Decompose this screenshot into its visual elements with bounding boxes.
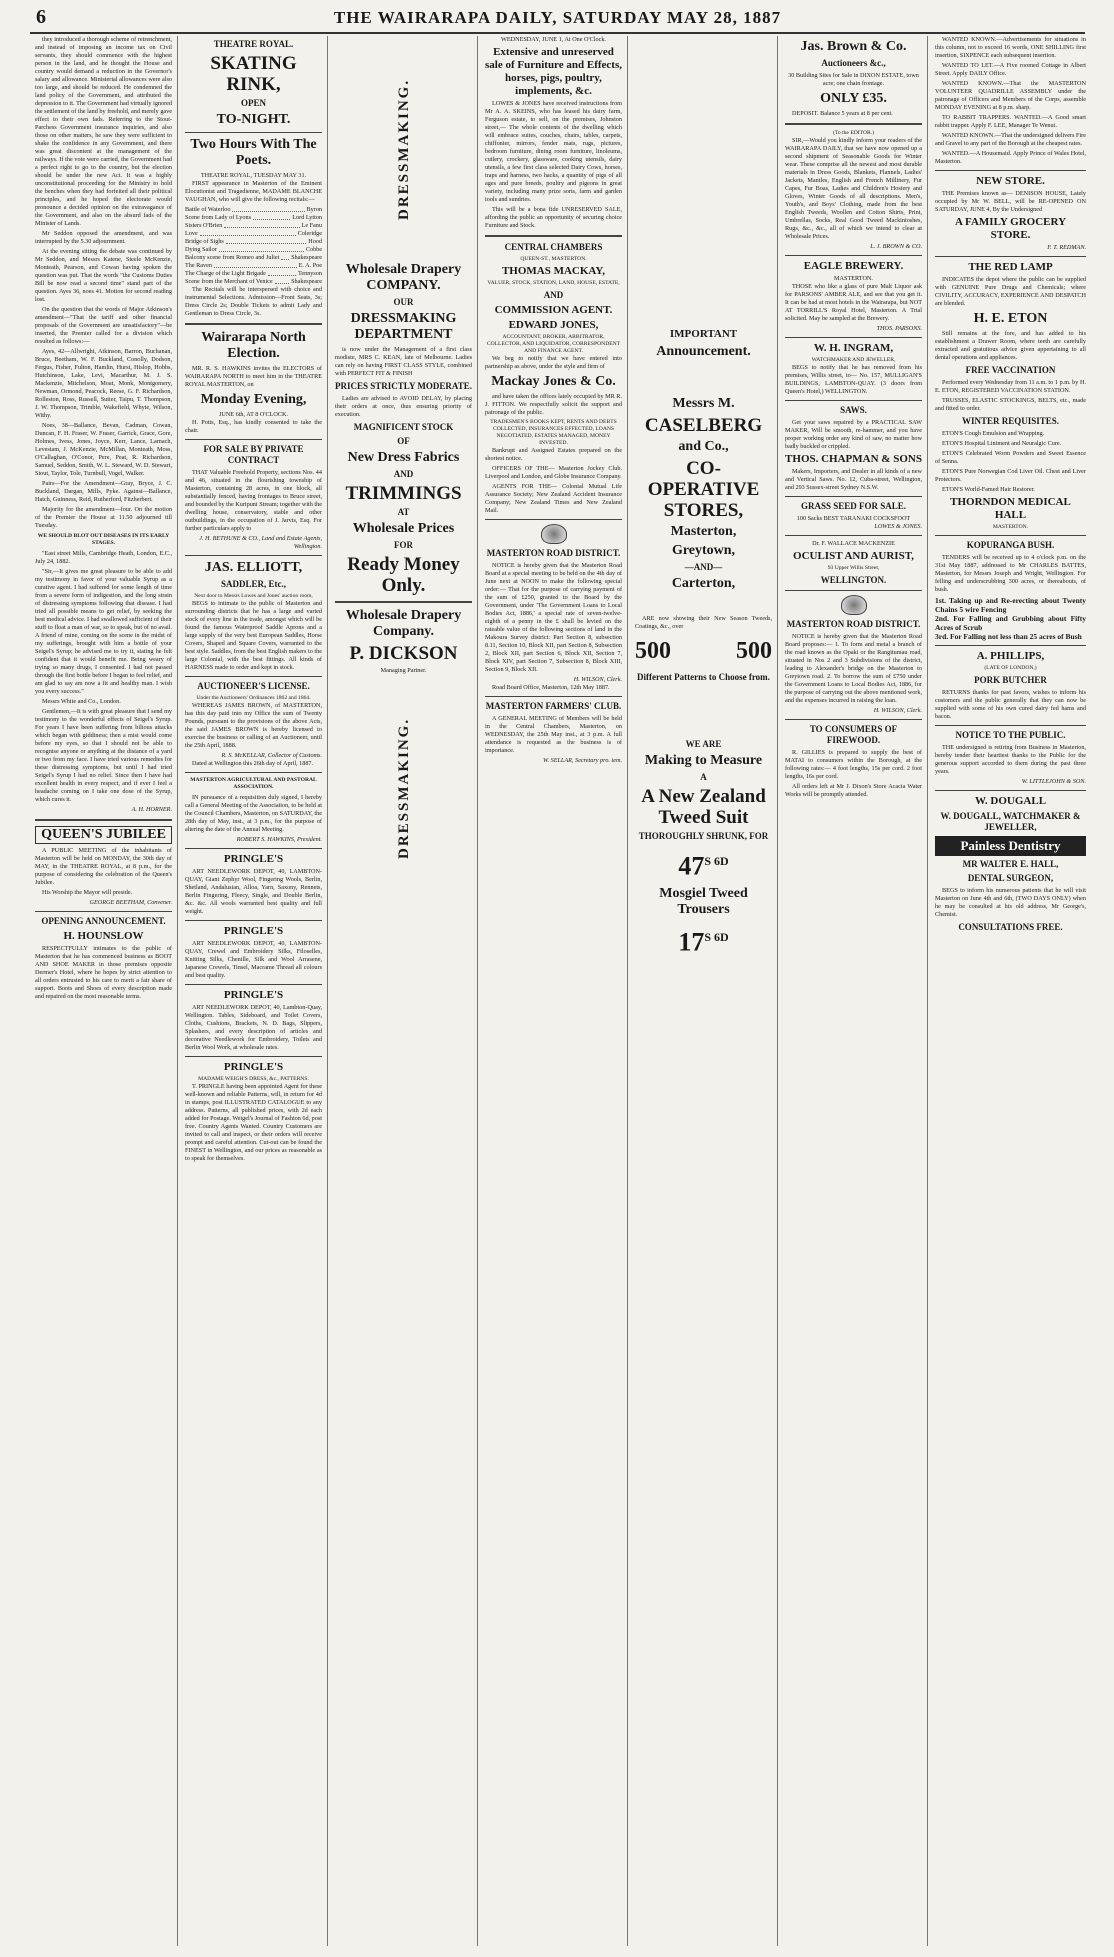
pattern-count: 500 500: [635, 638, 772, 664]
address: 93 Upper Willis Street,: [827, 565, 880, 571]
advertiser-trade: WATCHMAKER AND JEWELLER,: [811, 357, 896, 363]
headline: Extensive and unreserved sale of Furniture and Effects, horses, pigs, poultry, implements, &c.: [485, 46, 622, 97]
label: FOR: [394, 540, 413, 550]
paragraph: OFFICERS OF THE— Masterton Jockey Club. Liverpool and London, and Globe Insurance Company.: [485, 465, 622, 480]
paragraph: TRUSSES, ELASTIC STOCKINGS, BELTS, etc., made and fitted to order.: [935, 397, 1086, 412]
section-heading: MASTERTON AGRICULTURAL AND PASTORAL ASSOCIATION.: [190, 777, 317, 790]
label: OUR: [393, 297, 414, 307]
signature: A. H. HORNER.: [131, 806, 172, 813]
paragraph: R. GILLIES is prepared to supply the best of MATAI to consumers within the Borough, at the following rates:— 4 foot lengths, 15s per cord. 2 foot lengths, 16s per cord.: [785, 749, 922, 780]
list-item: Bridge of Sighs Hood: [185, 238, 322, 245]
divider: [335, 601, 472, 603]
paragraph: LOWES & JONES have received instructions from Mr A. A. SKEINS, who has leased his dairy farm, Ferguson estate, to sell, on the premises, Johnston street,— The whole contents of the dwelling which will embrace suites, couches, chairs, tables, carpets, chiffonier, mirrors, fender mats, rugs, pictures, bedroom furniture, dining room furniture, linoleums, cutlery, crockery, glassware, cooking utensils, dairy utensils, a few first class selected Dairy Cows, horses, traps and harness, two hacks, a quantity of pigs of all ages and pure breeds, poultry and pigeons in great variety, including many prize sorts, farm and garden tools and sundries.: [485, 100, 622, 203]
advertiser-name: PRINGLE'S: [223, 1061, 284, 1073]
advertiser-name: Wholesale Drapery Company.: [345, 608, 462, 639]
divider: [185, 848, 322, 849]
paragraph: is now under the Management of a first class modiste, MRS C. KEAN, late of Melbourne. Ladies can rely on having FIRST CLASS STYLE, combined with PERFECT FIT & FINISH: [335, 346, 472, 377]
advertiser-name: PRINGLE'S: [223, 853, 284, 865]
headline: Ready Money Only.: [347, 554, 460, 596]
list-item: Sisters O'Brien Le Fanu: [185, 222, 322, 229]
subheading: 100 Sacks BEST TARANAKI COCKSFOOT: [796, 515, 911, 522]
subheading: Under the Auctioneers' Ordinances 1862 and 1864.: [196, 695, 311, 701]
divider: [935, 256, 1086, 257]
divider: [35, 911, 172, 912]
headline: OCULIST AND AURIST,: [793, 550, 914, 562]
signature: R. S. McKELLAR, Collector of Customs.: [221, 752, 322, 759]
advertiser-name: and Co.,: [678, 439, 729, 454]
doctor-name: Dr. F. WALLACE MACKENZIE: [812, 540, 895, 547]
paragraph: MR. R. S. HAWKINS invites the ELECTORS of WAIRARAPA NORTH to meet him in the THEATRE ROYAL MASTERTON, on: [185, 365, 322, 388]
paragraph: Pairs—For the Amendment—Gray, Bryce, J. C. Buckland, Dargan, Mills, Pyke. Against—Ballance, Hatch, Guinness, Reid, Rutherford, Fitzherbert.: [35, 480, 172, 503]
section-heading: MASTERTON FARMERS' CLUB.: [485, 701, 622, 711]
headline: A FAMILY GROCERY STORE.: [954, 216, 1067, 241]
paragraph: His Worship the Mayor will preside.: [42, 889, 133, 896]
divider: [785, 255, 922, 256]
subheading: MADAME WEIGH'S DRESS, &c., PATTERNS.: [198, 1076, 309, 1082]
divider: [935, 535, 1086, 536]
paragraph: TENDERS will be received up to 4 o'clock p.m. on the 31st May 1887, addressed to Mr CHARLES BATTES, Masterton, for Messrs Joseph and Wright, Wellington. For felling and underscrubbing 300 acres, or thereabouts, of bush.: [935, 554, 1086, 593]
paragraph: THOSE who like a glass of pure Malt Liquor ask for PARSONS' AMBER ALE, and see that you get it. It can be had at most hotels in the Wairarapa, but NOT AT TORRILL'S Royal Hotel, Masterton. A Trial solicited. May be sampled at the Brewery.: [785, 283, 922, 322]
paragraph: Mr Seddon opposed the amendment, and was interrupted by the 5.30 adjournment.: [35, 230, 172, 245]
department-heading: DRESSMAKING DEPARTMENT: [350, 311, 457, 342]
subheading: WINTER REQUISITES.: [961, 416, 1060, 426]
classified-item: WANTED KNOWN.—Advertisements for situations in this column, not to exceed 16 words, ONE SHILLING first insertion, SIXPENCE each subsequent insertion.: [935, 36, 1086, 59]
divider: [185, 984, 322, 985]
list-item: ETON'S World-Famed Hair Restorer.: [942, 486, 1035, 493]
paragraph: BEGS to intimate to the public of Masterton and surrounding districts that he has a large and varied stock of every line in the trade, amongst which will be found the famous Waterproof Saddle Aprons and a large supply of the very best European Saddles, Horse Covers, Shaped and Square Covers, warranted to the best style. Saddles, from the best English makers to the large Colonial, with the best fittings. All kinds of HARNESS made to order and kept in stock.: [185, 600, 322, 671]
parliament-report: [35, 36, 172, 530]
advertiser-name: EDWARD JONES,: [508, 319, 599, 331]
divider: [485, 696, 622, 697]
advertiser-name: W. H. INGRAM,: [813, 342, 894, 354]
headline: Mosgiel Tweed Trousers: [659, 885, 748, 917]
advertiser-name: THOS. CHAPMAN & SONS: [785, 453, 922, 465]
price: ONLY £35.: [820, 91, 887, 106]
paragraph: NOTICE is hereby given that the Masterton Road Board at a special meeting to be held on the 4th day of June next at NOON to make the following special order:— That for the purpose of carrying payment of the sum of £250, granted to the Board by the Government, under 'The Government Loans to Local Bodies Act, 1886,' a special rate of seven-twelve-eighth of a penny in the £ shall be levied on the rateable value of the following sections of land in the Makoura Survey district: Part Section 8, subsection 8.11, Section 10, Block XII, part Section 8, Subsection 2, Block XII, part Section 6, Block XII, Section 7, Block XIV, part Section 7, Subsection 8, Block XIII, Section 9, Block XII.: [485, 562, 622, 673]
divider: [185, 920, 322, 921]
paragraph: Still remains at the fore, and has added to his establishment a Drawer Room, where teeth are carefully extracted and gratuitous advice given appertaining to all dental operations and appliances.: [935, 330, 1086, 361]
divider: [935, 790, 1086, 791]
advertiser-trade: SADDLER, Etc.,: [220, 579, 286, 589]
advertiser-name: THOMAS MACKAY,: [501, 265, 606, 277]
signature: F. T. REDMAN.: [1047, 244, 1086, 251]
tender-list: [935, 596, 1086, 641]
advertiser-name: W. DOUGALL, WATCHMAKER & JEWELLER,: [940, 811, 1081, 832]
advertiser-trade: ACCOUNTANT, BROKER, ARBITRATOR, COLLECTOR, AND LIQUIDATOR, CORRESPONDENT AND FINANCE AGENT.: [486, 334, 621, 354]
advertiser-name: A. PHILLIPS,: [976, 650, 1045, 662]
divider: [35, 819, 172, 821]
wanted-column: [935, 36, 1086, 166]
paragraph: Messrs White and Co., London.: [42, 698, 121, 705]
subheading: 30 Building Sites for Sale in DIXON ESTATE, town acre; one chain frontage.: [788, 72, 919, 87]
classified-item: WANTED TO LET.—A Five roomed Cottage in Albert Street. Apply DAILY Office.: [935, 62, 1086, 77]
paragraph: IN pursuance of a requisition duly signed, I hereby call a General Meeting of the Association, to be held at the Council Chambers, Masterton, on SATURDAY, the 28th day of May, inst., at 3 p.m., for the purpose of altering the date of the Annual Meeting.: [185, 794, 322, 833]
paragraph: ART NEEDLEWORK DEPOT, 40, LAMBTON-QUAY, Crewel and Embroidery Silks, Filoselles, Knitting Silks, Chenille, Silk and Wool Arrasene, Japanese Crewels, Tinsel, Macrame Thread all colours and best quality.: [185, 940, 322, 979]
advertiser-trade: Auctioneers &c.,: [821, 58, 886, 68]
paragraph: SIR,—Would you kindly inform your readers of the WAIRARAPA DAILY, that we have now opened up a second shipment of Seasonable Goods for Winter wear. These comprise all the newest and most durable materials in Dress Goods, Blankets, Flannels, Ladies' Jackets, Mantles, English and French Millinery, Fur Capes, Fur Boas, Ladies and Children's Hosiery and Gloves, Winter Goods of all descriptions. Men's, Youth's, and Boys' Clothing, made from the best English Tweeds, Woollen and Cotton Shirts, Print, Umbrellas, Socks, Real Good Tweed Mackintoshes, Rugs, &c., &c., all of which we intend to clear at Wholesale Prices.: [785, 137, 922, 240]
poets-heading: Two Hours With The Poets.: [190, 137, 317, 168]
crest-icon: [841, 595, 867, 615]
advertiser-name: Jas. Brown & Co.: [800, 39, 907, 54]
label: WE ARE: [685, 739, 722, 749]
article-heading: WE SHOULD BLOT OUT DISEASES IN ITS EARLY STAGES.: [37, 533, 170, 546]
signature: LOWES & JONES.: [874, 523, 922, 530]
advertiser-name: Wholesale Drapery COMPANY.: [345, 262, 462, 293]
subheading: CONSULTATIONS FREE.: [958, 922, 1063, 932]
town-name: Carterton,: [671, 576, 736, 591]
theatre-date: THEATRE ROYAL, TUESDAY MAY 31.: [200, 172, 307, 179]
section-heading: MASTERTON ROAD DISTRICT.: [786, 619, 921, 629]
signature: H. WILSON, Clerk.: [873, 707, 922, 714]
subheading: PRICES STRICTLY MODERATE.: [335, 381, 472, 391]
advertiser-name: JAS. ELLIOTT,: [204, 560, 303, 575]
advertiser-name: THORNDON MEDICAL HALL: [950, 496, 1071, 521]
paragraph: NOTICE is hereby given that the Masterton Road Board proposes:— 1. To form and metal a branch of the road known as the Opaki or the Rangitumau road, situated in Nos 2 and 3 Subdivisions of the district, leading to Alexander's bridge on the Masterton to Greytown road. 2. To borrow the sum of £750 under the Government Loans to Local Bodies Act, 1886, for the purpose of carrying out the above mentioned work, and the expenses incurred in raising the loan.: [785, 633, 922, 704]
paragraph: they introduced a thorough scheme of retrenchment, and instead of imposing an income tax on Civil servants, they should commence with the highest person in the land, and he thought the House and country would demand a reduction in the Governor's salary and allowance. Ministerial allowances were also too large, and should be reduced. He condemned the land policy of the Government, and attributed the depression to it. The Government had virtually ignored the settlement of the land by freehold, and merely gave effect to their own fads. Referring to the Stout-Parchess Government insurance inquiries, and also those on other matters, he saw they were sufficient to shake the confidence in any Government, and there was great discontent at the management of the railways. If the vote were carried, the Government had a perfect right to go to the country, but the election should be under the new Act. It was a highly unconstitutional proceeding for the Ministry to hold the benches when they had forfeited all their political principles, and he hoped the electorate would pronounce a decided opinion on the extravagance of the Government, and also on the absurd fads of the Minister of Lands.: [35, 36, 172, 227]
list-item: The Raven E. A. Poe: [185, 262, 322, 269]
section-heading: GRASS SEED FOR SALE.: [800, 501, 907, 511]
paragraph: THE undersigned is retiring from Business in Masterton, hereby tender their heartiest thanks to the Public for the generous support accorded to them during the past three years.: [935, 744, 1086, 775]
paragraph: WHEREAS JAMES BROWN, of MASTERTON, has this day paid into my Office the sum of Twenty Pounds, pursuant to the provisions of the above Acts, the said JAMES BROWN is hereby licensed to exercise the business or calling of an Auctioneer, until the 25th April, 1888.: [185, 702, 322, 749]
headline: Wholesale Prices: [352, 521, 455, 536]
headline: Announcement.: [656, 344, 751, 359]
column-2: [180, 36, 328, 1946]
classified-item: WANTED KNOWN.—That the undersigned delivers Fire and Gravel to any part of the Borough at the cheapest rates.: [935, 132, 1086, 147]
paragraph: RESPECTFULLY intimates to the public of Masterton that he has commenced business as BOOT AND SHOE MAKER in those premises opposite Dermer's Hotel, where he hopes by strict attention to all orders entrusted to his care to merit a fair share of support. Boots and Shoes of every description made and repaired on the most reasonable terms.: [35, 945, 172, 1000]
paragraph: Dated at Wellington this 26th day of April, 1887.: [192, 760, 314, 767]
crest-icon: [541, 524, 567, 544]
price: $17^{S 6D}$: [678, 927, 729, 957]
paragraph: Majority for the amendment—four. On the motion of the Premier the House at 11.50 adjourned till Tuesday.: [35, 506, 172, 529]
section-heading: NEW STORE.: [976, 175, 1045, 187]
town-name: Masterton,: [670, 524, 737, 539]
list-item: Scene from the Merchant of Venice Shakespeare: [185, 278, 322, 285]
list-item: The Charge of the Light Brigade Tennyson: [185, 270, 322, 277]
advertiser-name: Messrs M.: [672, 396, 735, 411]
town-name: WELLINGTON.: [820, 575, 887, 585]
services: TRADESMEN'S BOOKS KEPT, RENTS AND DEBTS COLLECTED, INSURANCES EFFECTED, LOANS NEGOTIATED, ESTATES MANAGED, MONEY INVESTED.: [490, 419, 617, 446]
manager-name: P. DICKSON: [349, 643, 458, 664]
list-item: Scene from Lady of Lyons Lord Lytton: [185, 214, 322, 221]
paragraph: DEPOSIT. Balance 5 years at 8 per cent.: [792, 110, 893, 117]
section-heading: AUCTIONEER'S LICENSE.: [197, 681, 310, 691]
paragraph: T. PRINGLE having been appointed Agent for these well-known and reliable Patterns, will, in return for 4d in stamps, post ILLUSTRATED CATALOGUE to any address. Patterns, all published prices, with 2d each added for Postage. Weigel's Journal of Fashion 6d, post free. Country Agents Wanted. Country Customers are invited to call and inspect, or their orders will receive prompt and careful attention. Cut-out can be found the FINEST in Wellington, and our prices as reasonable as to speak for themselves.: [185, 1083, 322, 1162]
signature: ROBERT S. HAWKINS, President.: [236, 836, 322, 843]
town-name: MASTERTON.: [992, 524, 1029, 530]
divider: [185, 439, 322, 440]
paragraph: On the question that the words of Major Atkinson's amendment—"That the tariff and other financial proposals of the Government are unsatisfactory"—be inserted, the Premier called for a division which resulted as follows:—: [35, 306, 172, 345]
paragraph: Noes, 38—Ballance, Bevan, Cadman, Cowan, Duncan, F. H. Fraser, W. Fraser, Garrick, Grace, Gore, Holmes, Ivess, Jones, Joyce, Kerr, Lance, Larnach, Levestam, J. McKenzie, McMillan, Monteath, Moss, O'Callaghan, O'Conor, Pere, Peat, R. Richardson, Samuel, Seddon, Smith, W. L. Steward, W. D. Stewart, Stout, Taylor, Tole, Turnbull, Vogel, Walker.: [35, 422, 172, 477]
address: QUEEN-ST., MASTERTON.: [520, 256, 587, 262]
paragraph: This will be a bona fide UNRESERVED SALE, affording the public an opportunity of securing choice Furniture and Stock.: [485, 206, 622, 229]
vertical-heading: DRESSMAKING.: [395, 717, 412, 859]
paragraph: A PUBLIC MEETING of the inhabitants of Masterton will be held on MONDAY, the 30th day of MAY, in the THEATRE ROYAL, at 8 p.m., for the purpose of considering the celebration of the Queen's Jubilee.: [35, 847, 172, 886]
list-item: 1st. Taking up and Re-erecting about Twenty Chains 5 wire Fencing: [935, 596, 1086, 614]
masthead: [30, 6, 1085, 34]
price: $47^{S 6D}$: [678, 851, 729, 881]
label: AT: [397, 507, 410, 517]
list-item: 2nd. For Falling and Grubbing about Fifty Acres of Scrub: [935, 614, 1086, 632]
paragraph: Road Board Office, Masterton, 12th May 1887.: [492, 684, 610, 691]
paragraph: ART NEEDLEWORK DEPOT, 40, Lambton-Quay, Wellington. Tables, Sideboard, and Toilet Covers, Cloths, Cushions, Brackets, N. D. Bags, Slippers, Splashers, and every description of articles and decorative Needlework for Embroidery, Toilets and Berlin Wool Work, at wholesale rates.: [185, 1004, 322, 1051]
paragraph: Makers, Importers, and Dealer in all kinds of a new and Vertical Saws. No. 12, Cuba-street, Wellington, and 293 Sussex-street Sydney N.S.W.: [785, 468, 922, 491]
section-heading: NOTICE TO THE PUBLIC.: [955, 730, 1066, 740]
divider: [185, 772, 322, 773]
divider: [785, 719, 922, 720]
section-heading: KOPURANGA BUSH.: [966, 540, 1055, 550]
paragraph: and have taken the offices lately occupied by MR R. J. FITTON. We respectfully solicit the support and patronage of the public.: [485, 393, 622, 416]
divider: [185, 555, 322, 556]
headline: TRIMMINGS: [345, 483, 462, 504]
advertiser-name: CASELBERG: [644, 415, 763, 436]
open-label: OPEN: [240, 98, 266, 108]
paragraph: Get your saws repaired by a PRACTICAL SAW MAKER, Will be smooth, re-hammer, and you have proper working order any kind of saw, no matter how badly buckled or crippled.: [785, 419, 922, 450]
recital-list: [185, 206, 322, 286]
rink-heading: SKATING RINK,: [210, 53, 297, 95]
advertiser-trade: PORK BUTCHER: [974, 675, 1047, 685]
divider: [185, 676, 322, 677]
advertiser-name: H. E. ETON: [973, 311, 1048, 326]
paragraph: RETURNS thanks for past favors, wishes to inform his customers and the public generally that they can now be supplied with some of his own cured dairy fed hams and bacon.: [935, 689, 1086, 720]
paragraph: BEGS to inform his numerous patients that he will visit Masterton on June 4th and 6th, (TWO DAYS ONLY) when he may be consulted at his old address, Mr George's, Chemist.: [935, 887, 1086, 918]
divider: [185, 1056, 322, 1057]
advertiser-trade: VALUER, STOCK, STATION, LAND, HOUSE, ESTATE,: [487, 280, 620, 286]
column-5: [630, 36, 778, 1946]
label: AND: [543, 290, 564, 300]
divider: [785, 400, 922, 401]
label: OF: [397, 436, 410, 446]
paragraph: "Sir,—It gives me great pleasure to be able to add my testimony in favor of your valuable Syrup as a curative agent. I had suffered for some length of time from a severe form of indigestion, and the long strain of distressing symptoms following that disease. I had tried all possible means to get relief, by seeking the best medical advice. I had swallowed sufficient of their stuff to float a man of war, so to speak, but of no avail. A friend of mine, coming on the scene in the midst of my sufferings, brought with him a bottle of your Seigel's Syrup; he advised me to try it, stating he felt confident that it would benefit me. Being weary of trying so many drugs, I consented. I had not passed through the first bottle before I began to feel relief, and am glad to say am now a fit and healthy man. I wish you every success.": [35, 568, 172, 695]
signature: GEORGE BEETHAM, Convener.: [89, 899, 172, 906]
paragraph: ARE now showing their New Season Tweeds, Coatings, &c., over: [635, 615, 772, 630]
section-heading: MASTERTON ROAD DISTRICT.: [486, 548, 621, 558]
list-item: ETON'S Cough Emulsion and Wrapping.: [942, 430, 1045, 437]
label: —AND—: [684, 562, 723, 572]
paragraph: We beg to notify that we have entered into partnership as above, under the style and firm of: [485, 355, 622, 370]
divider: [935, 170, 1086, 171]
election-heading: Wairarapa North Election.: [201, 330, 306, 361]
divider: [485, 235, 622, 237]
manager-title: Managing Partner.: [380, 667, 427, 674]
paragraph: Performed every Wednesday from 11 a.m. to 1 p.m. by H. E. ETON, REGISTERED VACCINATION STATION.: [935, 379, 1086, 394]
paragraph: THAT Valuable Freehold Property, sections Nos. 44 and 46, situated in the flourishing township of Masterton, containing 28 acres, in one block, all substantially fenced, having frontages to Bruce street, and bounded by the Kuripuni Stream; together with the dwelling house, conservatory, stable and other outbuildings, in the occupation of J. Jarvis, Esq. For further particulars apply to: [185, 469, 322, 532]
paragraph: All orders left at Mr J. Dixon's Store Acacia Water Works will be promptly attended.: [785, 783, 922, 798]
paragraph: A GENERAL MEETING of Members will be held in the Central Chambers, Masterton, on WEDNESDAY, the 25th May inst., at 3 p.m. A full attendance is requested as the business is of importance.: [485, 715, 622, 754]
section-heading: THE RED LAMP: [968, 261, 1053, 273]
section-heading: OPENING ANNOUNCEMENT.: [41, 916, 166, 926]
list-item: Balcony scene from Romeo and Juliet Shakespeare: [185, 254, 322, 261]
section-heading: SAWS.: [840, 405, 867, 415]
list-item: 3rd. For Falling not less than 25 acres of Bush: [935, 632, 1082, 641]
advertiser-name: MR WALTER E. HALL,: [962, 859, 1059, 869]
vertical-heading: DRESSMAKING.: [395, 78, 412, 220]
page-number: 6: [36, 6, 46, 28]
advertiser-name: PRINGLE'S: [223, 925, 284, 937]
paragraph: INDICATES the depot where the public can be supplied with GENUINE Pure Drugs and Chemicals; where CIVILITY, ACCURACY, EXPERIENCE AND DESPATCH are blended.: [935, 276, 1086, 307]
paragraph: FIRST appearance in Masterton of the Eminent Elocutionist and Tragedienne, MADAME BLANCHE VAUGHAN, who will give the following recitals:—: [185, 180, 322, 203]
paragraph: BEGS to notify that he has removed from his premises, Willis street, to— No. 157, MULLIGAN'S BUILDINGS, LAMBTON-QUAY. (3 doors from Queen's Hotel,) WELLINGTON.: [785, 364, 922, 395]
firm-name: Mackay Jones & Co.: [491, 374, 616, 389]
paragraph: Bankrupt and Assigned Estates prepared on the shortest notice.: [485, 447, 622, 462]
column-3: [330, 36, 478, 1946]
paragraph: At the evening sitting the debate was continued by Mr Seddon, and Messrs Katene, Steele McKenzie, Monteath, Pearson, and Cowan having spoken the question was put. That the words "the Customs Duties Bill be now read a second time" stand part of the question. Ayes 36, noes 41. Motion for second reading lost.: [35, 248, 172, 303]
town-name: MASTERTON.: [834, 275, 873, 282]
advertiser-name: EAGLE BREWERY.: [803, 260, 904, 272]
advertiser-name: PRINGLE'S: [223, 989, 284, 1001]
paragraph: The Recitals will be interspersed with choice and instrumental Selections. Admission—Front Seats, 3s; Dress Circle 2s; Double Tickets to admit Lady and Gentleman to Dress Circle, 3s.: [185, 286, 322, 317]
list-item: Dying Sailor Cobbe: [185, 246, 322, 253]
list-item: ETON'S Celebrated Worm Powders and Sweet Essence of Senna.: [935, 450, 1086, 465]
signature: THOS. PARSONS.: [876, 325, 922, 332]
divider: [185, 132, 322, 133]
subheading: THOROUGHLY SHRUNK, FOR: [638, 831, 769, 841]
list-item: Love Coleridge: [185, 230, 322, 237]
subheading: Different Patterns to Choose from.: [637, 672, 770, 682]
subheading: (LATE OF LONDON,): [984, 665, 1037, 671]
paragraph: AGENTS FOR THE— Colonial Mutual Life Assurance Society; New Zealand Accident Insurance Company; New Zealand Times and New Zealand Mail.: [485, 483, 622, 514]
column-7: [930, 36, 1091, 1946]
divider: [785, 535, 922, 536]
classified-item: WANTED KNOWN.—That the MASTERTON VOLUNTEER QUADRILLE ASSEMBLY under the patronage of Officers and Members of the Corps, assemble MONDAY EVENING at 8 p.m. sharp.: [935, 80, 1086, 111]
signature: L. J. BROWN & CO.: [870, 243, 922, 250]
paragraph: THE Premises known as— DENISON HOUSE, Lately occupied by Mr W. BELL, will be RE-OPENED ON SATURDAY, JUNE 4, By the Undersigned: [935, 190, 1086, 213]
town-name: Greytown,: [671, 543, 736, 558]
paragraph: H. Potts, Esq., has kindly consented to take the chair.: [185, 419, 322, 434]
paragraph: Gentlemen,—It is with great pleasure that I send my testimony to the wonderful effects of Seigel's Syrup. For years I have been suffering from bilious attacks which began with giddiness; then a mist would come before my eyes, so that I should not be able to recognise anyone or anything at the distance of a yard or two from my face. I have tried various remedies for these distressing symptoms, but until I had tried Seigel's Syrup I had no relief. Since then I have had excellent health in every respect, and if ever I feel a headache coming on I take one dose of the Syrup, which cures it.: [35, 708, 172, 803]
column-1: [30, 36, 178, 1946]
jubilee-heading: QUEEN'S JUBILEE: [35, 826, 172, 844]
newspaper-title: THE WAIRARAPA DAILY, SATURDAY MAY 28, 1887: [333, 8, 782, 27]
paragraph: Ladies are advised to AVOID DELAY, by placing their orders at once, thus ensuring priority of execution.: [335, 395, 472, 418]
dentistry-banner: Painless Dentistry: [935, 836, 1086, 856]
classified-item: WANTED.—A Housemaid. Apply Prince of Wales Hotel, Masterton.: [935, 150, 1086, 165]
section-heading: TO CONSUMERS OF FIREWOOD.: [809, 724, 898, 745]
sale-date: WEDNESDAY, JUNE 1, At One O'Clock.: [501, 36, 606, 43]
label: A: [700, 772, 707, 782]
signature: W. SELLAR, Secretary pro. tem.: [542, 757, 622, 764]
divider: [785, 496, 922, 497]
page-columns: [30, 36, 1085, 1946]
signature: J. H. BETHUNE & CO., Land and Estate Agents, Wellington.: [199, 535, 322, 550]
divider: [185, 323, 322, 325]
paragraph: ART NEEDLEWORK DEPOT, 40, LAMBTON-QUAY, Giant Zephyr Wool, Fingering Wools, Berlin, Shetland, Andalusian, Alloa, Yarn, Saxony, Rennets, Berlin Fingering, Fleecy, Single, and Double Berlin, &c. &c. All wools warranted best quality and full weight.: [185, 868, 322, 915]
divider: [935, 645, 1086, 646]
column-6: [780, 36, 928, 1946]
advertiser-trade: COMMISSION AGENT.: [494, 304, 613, 316]
paragraph: Ayes, 42—Allwright, Atkinson, Barron, Buchanan, Bruce, Beetham, W. F. Buckland, Conolly, Dodson, Fergus, Fisher, Fulton, Hamlin, Hurst, Hislop, Hobbs, Hutchinson, Lake, Levi, Macarthur, M. J. S. Mackenzie, Mitchelson, Moat, Monk, Montgomery, Newman, Ormond, Peacock, Reese, G. F. Richardson, Rolleston, Ross, Russell, Sutter, Taipu, T. Thompson, J. W. Thompson, Trimble, Wakefield, Whyte, Wilson, Withy.: [35, 348, 172, 419]
paragraph: "East street Mills, Cambridge Heath, London, E.C., July 24, 1882.: [35, 550, 172, 565]
subheading: MAGNIFICENT STOCK: [353, 422, 454, 432]
advertiser-name: H. HOUNSLOW: [63, 930, 144, 942]
subheading: FREE VACCINATION: [965, 365, 1056, 375]
divider: [785, 590, 922, 591]
headline: CO-OPERATIVE STORES,: [647, 458, 760, 521]
divider: [785, 337, 922, 338]
advertiser-trade: DENTAL SURGEON,: [967, 873, 1054, 883]
label: AND: [393, 469, 414, 479]
list-item: ETON'S Hospital Liniment and Neuralgic Cure.: [942, 440, 1062, 447]
section-heading: FOR SALE BY PRIVATE CONTRACT: [203, 444, 304, 465]
list-item: ETON'S Pure Norwegian Cod Liver Oil. Chest and Liver Protectors.: [935, 468, 1086, 483]
advertiser-name: W. DOUGALL: [974, 795, 1047, 807]
headline: New Dress Fabrics: [347, 450, 460, 465]
classified-item: TO RABBIT TRAPPERS. WANTED.—A Good smart rabbit trapper. Apply F. LEE, Manager Te Wenui.: [935, 114, 1086, 129]
venue-heading: THEATRE ROYAL.: [213, 39, 294, 49]
advertiser-address: Next door to Messrs Lowes and Jones' auction room,: [194, 593, 313, 599]
signature: H. WILSON, Clerk.: [573, 676, 622, 683]
headline: A New Zealand Tweed Suit: [641, 786, 766, 828]
headline: Making to Measure: [644, 753, 763, 768]
label: IMPORTANT: [669, 328, 738, 340]
election-day: Monday Evening,: [200, 392, 307, 407]
election-time: JUNE 6th, AT 8 O'CLOCK.: [218, 411, 289, 418]
section-heading: CENTRAL CHAMBERS: [504, 242, 603, 252]
divider: [785, 123, 922, 125]
column-4: [480, 36, 628, 1946]
tonight-label: TO-NIGHT.: [216, 112, 291, 127]
list-item: Battle of Waterloo Byron: [185, 206, 322, 213]
divider: [935, 725, 1086, 726]
divider: [485, 519, 622, 520]
letter-heading: (To the EDITOR.): [833, 130, 874, 136]
signature: W. LITTLEJOHN & SON.: [1021, 778, 1086, 785]
